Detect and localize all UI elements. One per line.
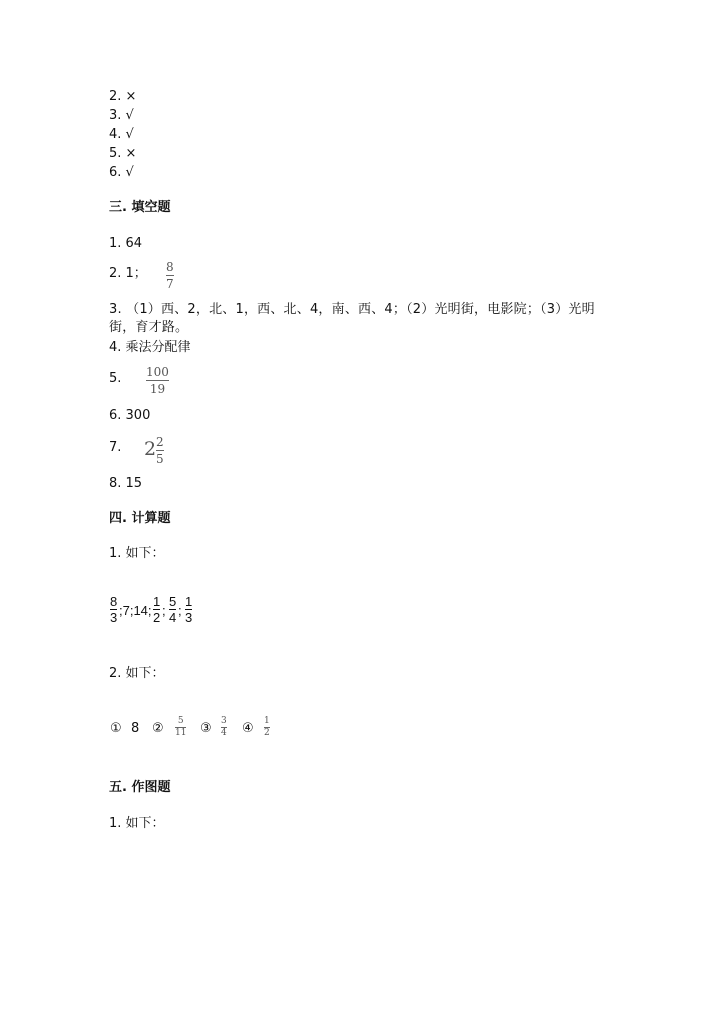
answer-4: 4. √	[109, 127, 134, 142]
fill-answer-3: 3. （1）西、2，北、1，西、北、4，南、西、4；（2）光明街，电影院；（3）光明街，育才路。	[109, 302, 595, 335]
mixed-number-fraction	[156, 436, 164, 465]
calc-result-fraction-1	[110, 595, 117, 624]
section-heading-drawing: 五. 作图题	[109, 780, 171, 795]
fraction-numerator: 5	[177, 716, 184, 726]
calc-result-fraction-4	[185, 595, 192, 624]
fill-answer-5-prefix: 5.	[109, 371, 122, 386]
fraction-denominator: 7	[166, 277, 174, 291]
section-heading-fill-blank: 三. 填空题	[109, 200, 171, 215]
circled-number-3: ③	[200, 721, 212, 736]
fraction-bar	[156, 450, 164, 451]
fill-answer-4: 4. 乘法分配律	[109, 340, 191, 355]
calc-result-fraction-3	[169, 595, 176, 624]
circled-number-4: ④	[242, 721, 254, 736]
calc-result-fraction	[221, 717, 227, 738]
fraction-numerator: 8	[166, 260, 174, 274]
calc-result-value: 8	[131, 721, 140, 736]
fill-answer-2-prefix: 2. 1；	[109, 266, 147, 281]
fraction-denominator: 11	[175, 728, 187, 738]
fraction-denominator: 5	[156, 452, 164, 466]
fill-answer-8: 8. 15	[109, 476, 143, 491]
drawing-answer-1-label: 1. 如下：	[109, 816, 165, 831]
fraction-denominator: 2	[264, 728, 270, 738]
fraction-numerator: 1	[153, 594, 161, 609]
mixed-number-whole: 2	[144, 438, 157, 460]
calc-result-fraction-2	[153, 595, 160, 624]
fill-answer-6: 6. 300	[109, 408, 151, 423]
circled-number-1: ①	[110, 721, 122, 736]
circled-number-2: ②	[152, 721, 164, 736]
section-heading-calculation: 四. 计算题	[109, 511, 171, 526]
fraction-numerator: 1	[264, 716, 270, 726]
calc-answer-2-label: 2. 如下：	[109, 666, 165, 681]
calc-result-separator: ;	[162, 603, 166, 618]
calc-result-fraction	[175, 717, 186, 738]
calc-result-separator: ;7;14;	[119, 603, 152, 618]
fraction-denominator: 3	[185, 610, 193, 625]
fraction-bar	[166, 275, 174, 276]
fill-answer-1: 1. 64	[109, 236, 143, 251]
fraction-numerator: 3	[221, 716, 227, 726]
calc-answer-1-label: 1. 如下：	[109, 546, 165, 561]
answer-6: 6. √	[109, 165, 134, 180]
answer-2: 2. ×	[109, 89, 137, 104]
fill-answer-2-fraction	[166, 261, 174, 290]
fill-answer-7-prefix: 7.	[109, 440, 122, 455]
calc-result-fraction	[264, 717, 270, 738]
fraction-bar	[146, 380, 169, 381]
fraction-numerator: 1	[185, 594, 193, 609]
fraction-numerator: 100	[146, 365, 169, 379]
fraction-denominator: 4	[221, 728, 227, 738]
fraction-numerator: 2	[156, 435, 164, 449]
fraction-denominator: 4	[169, 610, 177, 625]
fraction-denominator: 19	[149, 382, 166, 396]
fraction-denominator: 3	[110, 610, 118, 625]
answer-5: 5. ×	[109, 146, 137, 161]
fraction-numerator: 8	[110, 594, 118, 609]
fraction-denominator: 2	[153, 610, 161, 625]
answer-3: 3. √	[109, 108, 134, 123]
fraction-numerator: 5	[169, 594, 177, 609]
calc-result-separator: ;	[178, 603, 182, 618]
fill-answer-5-fraction	[146, 366, 169, 395]
